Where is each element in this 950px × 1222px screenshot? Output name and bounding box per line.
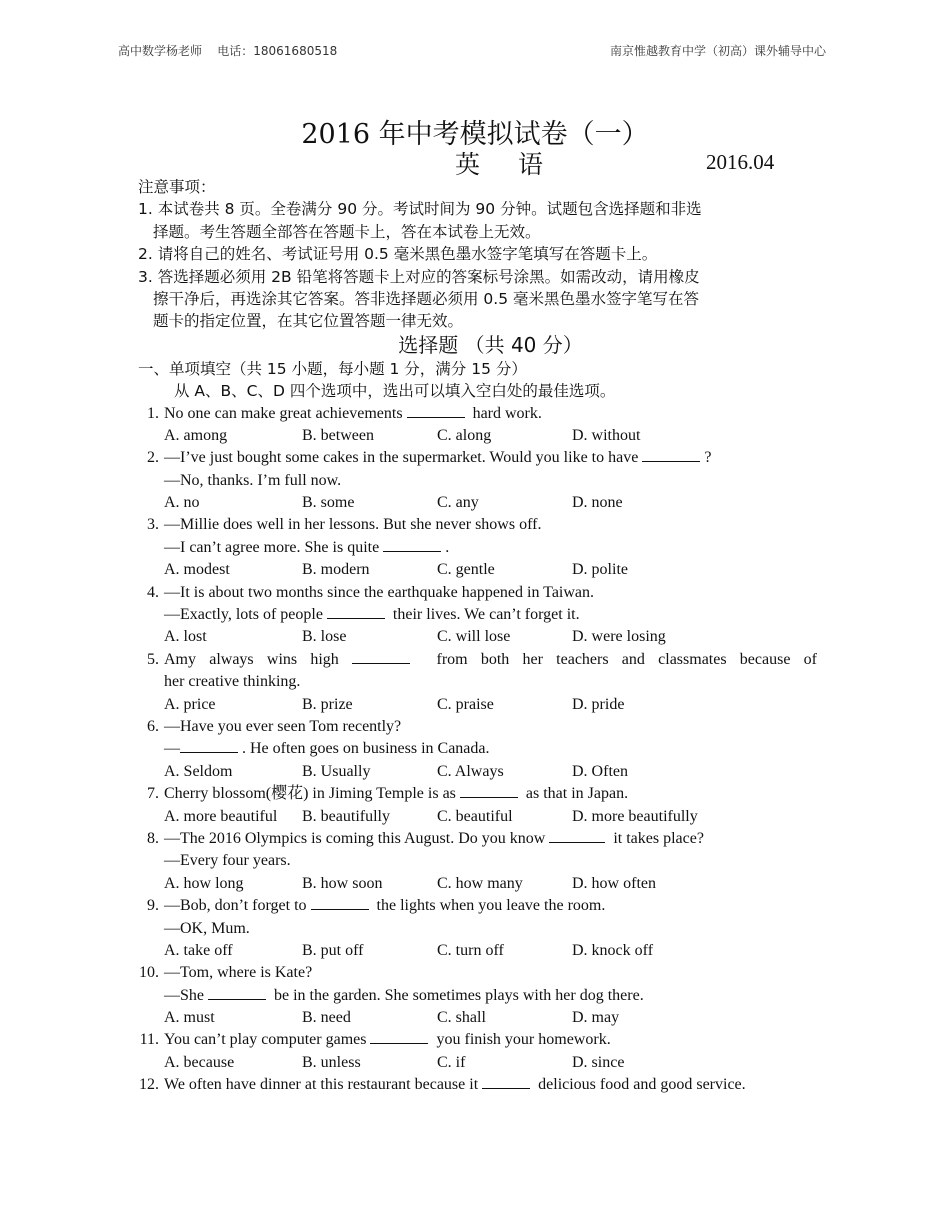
notice-line: 择题。考生答题全部答在答题卡上，答在本试卷上无效。	[153, 222, 541, 241]
question-text-segment: —	[164, 740, 180, 758]
question-line	[138, 738, 823, 760]
answer-option: A. more beautiful	[164, 807, 278, 825]
question-line	[138, 1074, 823, 1096]
question-text-segment: You can’t play computer games	[164, 1031, 371, 1049]
question-text	[164, 738, 490, 760]
question-text-segment: her creative thinking.	[164, 673, 301, 691]
question-line	[138, 514, 823, 536]
options-row	[138, 425, 823, 447]
answer-option: C. gentle	[437, 561, 495, 579]
header-teacher-contact: 高中数学杨老师 电话：18061680518	[118, 44, 338, 58]
answer-option: B. how soon	[302, 874, 383, 892]
question-line	[138, 671, 823, 693]
question-text	[164, 447, 711, 469]
question-text-segment: —I can’t agree more. She is quite	[164, 538, 384, 556]
section-title: 选择题 （共 40 分）	[398, 332, 583, 357]
answer-blank	[482, 1074, 530, 1089]
question-text	[164, 1029, 611, 1051]
question-text-segment: Cherry blossom(樱花) in Jiming Temple is as	[164, 785, 460, 803]
question-text-segment: —Bob, don’t forget to	[164, 897, 311, 915]
question-number: 8.	[147, 829, 159, 847]
answer-blank	[327, 604, 385, 619]
question-line	[138, 985, 823, 1007]
question-text-segment: —I’ve just bought some cakes in the supermarket. Would you like to have	[164, 449, 643, 467]
question-line	[138, 828, 823, 850]
question-line	[138, 962, 823, 984]
answer-option: A. price	[164, 695, 216, 713]
answer-option: C. beautiful	[437, 807, 513, 825]
notice-line: 1. 本试卷共 8 页。全卷满分 90 分。考试时间为 90 分钟。试题包含选择题和非选	[138, 200, 702, 219]
question-number: 2.	[147, 449, 159, 467]
answer-option: D. may	[572, 1009, 620, 1027]
notice-line: 擦干净后，再选涂其它答案。答非选择题必须用 0.5 毫米黑色墨水签字笔写在答	[153, 289, 700, 308]
question-text-segment: —OK, Mum.	[164, 919, 250, 937]
exam-title: 2016 年中考模拟试卷（一）	[301, 119, 649, 150]
question-text-segment: —It is about two months since the earthquake happened in Taiwan.	[164, 583, 595, 601]
question-text	[164, 895, 605, 917]
answer-blank	[180, 738, 238, 753]
answer-option: D. were losing	[572, 628, 666, 646]
options-row	[138, 940, 823, 962]
answer-option: D. since	[572, 1053, 625, 1071]
answer-option: B. beautifully	[302, 807, 390, 825]
exam-subject: 英语	[455, 150, 582, 179]
exam-body	[138, 176, 823, 1097]
answer-option: D. how often	[572, 874, 656, 892]
options-row	[138, 626, 823, 648]
question-line	[138, 895, 823, 917]
options-row	[138, 761, 823, 783]
answer-blank	[311, 895, 369, 910]
question-text-segment: the lights when you leave the room.	[372, 897, 606, 915]
question-line	[138, 403, 823, 425]
answer-option: B. Usually	[302, 762, 371, 780]
part-heading: 一、单项填空（共 15 小题，每小题 1 分，满分 15 分）	[138, 359, 527, 378]
question-line	[138, 604, 823, 626]
options-row	[138, 694, 823, 716]
question-text-segment: No one can make great achievements	[164, 404, 407, 422]
answer-option: C. praise	[437, 695, 494, 713]
question-list	[138, 403, 823, 1097]
answer-option: B. unless	[302, 1053, 361, 1071]
question-number: 10.	[139, 964, 159, 982]
answer-blank	[370, 1029, 428, 1044]
question-text-segment: their lives. We can’t forget it.	[388, 606, 580, 624]
question-line	[138, 850, 823, 872]
answer-option: B. some	[302, 494, 355, 512]
answer-option: C. if	[437, 1053, 466, 1071]
question-text	[164, 783, 628, 805]
question-line	[138, 783, 823, 805]
answer-option: D. more beautifully	[572, 807, 698, 825]
answer-option: A. modest	[164, 561, 230, 579]
question-text-segment: you finish your homework.	[432, 1031, 611, 1049]
question-number: 5.	[147, 650, 159, 668]
question-text	[164, 582, 594, 604]
question-text	[164, 985, 644, 1007]
question-line	[138, 470, 823, 492]
question-text-segment: —No, thanks. I’m full now.	[164, 471, 342, 489]
question-text	[164, 828, 704, 850]
answer-blank	[549, 828, 605, 843]
question-text-segment: —Every four years.	[164, 852, 291, 870]
answer-option: D. pride	[572, 695, 625, 713]
question-line	[138, 537, 823, 559]
answer-option: A. among	[164, 426, 228, 444]
question-text	[164, 470, 341, 492]
answer-option: A. lost	[164, 628, 207, 646]
answer-blank	[383, 537, 441, 552]
question-text	[164, 403, 542, 425]
question-text	[164, 716, 401, 738]
header-institution: 南京惟越教育中学（初高）课外辅导中心	[610, 44, 827, 58]
question-text-segment: be in the garden. She sometimes plays with her dog there.	[270, 986, 644, 1004]
answer-option: D. polite	[572, 561, 628, 579]
question-text	[164, 604, 580, 626]
answer-option: C. along	[437, 426, 492, 444]
question-text-segment: .	[445, 538, 450, 556]
question-text-segment: delicious food and good service.	[534, 1076, 746, 1094]
question-text	[164, 514, 541, 536]
options-row	[138, 492, 823, 514]
answer-option: C. how many	[437, 874, 523, 892]
question-text	[164, 537, 449, 559]
question-line	[138, 1029, 823, 1051]
answer-option: C. Always	[437, 762, 504, 780]
question-number: 4.	[147, 583, 159, 601]
question-number: 6.	[147, 717, 159, 735]
answer-blank	[208, 985, 266, 1000]
question-number: 1.	[147, 404, 159, 422]
options-row	[138, 873, 823, 895]
question-text	[164, 649, 817, 671]
answer-option: A. how long	[164, 874, 244, 892]
question-text-segment: as that in Japan.	[521, 785, 629, 803]
question-number: 9.	[147, 897, 159, 915]
answer-option: A. take off	[164, 941, 233, 959]
answer-blank	[352, 649, 410, 664]
answer-option: B. prize	[302, 695, 353, 713]
answer-option: D. without	[572, 426, 641, 444]
answer-option: B. need	[302, 1009, 351, 1027]
answer-blank	[460, 783, 518, 798]
question-line	[138, 582, 823, 604]
options-row	[138, 559, 823, 581]
question-number: 7.	[147, 785, 159, 803]
answer-option: B. modern	[302, 561, 370, 579]
options-row	[138, 806, 823, 828]
notice-line: 3. 答选择题必须用 2B 铅笔将答题卡上对应的答案标号涂黑。如需改动，请用橡皮	[138, 267, 700, 286]
question-text-segment: —Have you ever seen Tom recently?	[164, 717, 402, 735]
answer-option: C. will lose	[437, 628, 511, 646]
question-line	[138, 918, 823, 940]
notice-line: 题卡的指定位置，在其它位置答题一律无效。	[153, 312, 464, 331]
answer-option: B. lose	[302, 628, 347, 646]
question-text-segment: —Exactly, lots of people	[164, 606, 327, 624]
answer-option: B. put off	[302, 941, 364, 959]
question-text-segment: —Millie does well in her lessons. But she never shows off.	[164, 516, 542, 534]
answer-option: B. between	[302, 426, 374, 444]
part-instruction: 从 A、B、C、D 四个选项中，选出可以填入空白处的最佳选项。	[174, 382, 616, 401]
question-text	[164, 918, 250, 940]
question-text-segment: it takes place?	[609, 829, 704, 847]
question-number: 12.	[139, 1076, 159, 1094]
question-text-segment: from both her teachers and classmates because of	[423, 650, 817, 668]
exam-date: 2016.04	[706, 150, 775, 174]
question-text-segment: ?	[704, 449, 712, 467]
answer-option: D. none	[572, 494, 623, 512]
question-text-segment: . He often goes on business in Canada.	[242, 740, 490, 758]
question-text	[164, 850, 291, 872]
answer-option: A. no	[164, 494, 200, 512]
answer-option: C. turn off	[437, 941, 504, 959]
question-text	[164, 1074, 746, 1096]
question-number: 11.	[139, 1031, 159, 1049]
answer-option: A. because	[164, 1053, 235, 1071]
question-number: 3.	[147, 516, 159, 534]
options-row	[138, 1007, 823, 1029]
question-text-segment: —Tom, where is Kate?	[164, 964, 313, 982]
question-text-segment: We often have dinner at this restaurant because it	[164, 1076, 483, 1094]
answer-option: C. any	[437, 494, 479, 512]
question-text-segment: —She	[164, 986, 208, 1004]
answer-option: A. must	[164, 1009, 215, 1027]
answer-option: A. Seldom	[164, 762, 233, 780]
question-text	[164, 962, 312, 984]
question-text	[164, 671, 300, 693]
options-row	[138, 1052, 823, 1074]
question-text-segment: Amy always wins high	[164, 650, 353, 668]
question-line	[138, 716, 823, 738]
answer-option: D. knock off	[572, 941, 654, 959]
question-line	[138, 649, 823, 671]
notice-line: 2. 请将自己的姓名、考试证号用 0.5 毫米黑色墨水签字笔填写在答题卡上。	[138, 245, 658, 264]
answer-option: D. Often	[572, 762, 628, 780]
answer-blank	[642, 447, 700, 462]
question-line	[138, 447, 823, 469]
question-text-segment: hard work.	[468, 404, 542, 422]
notice-heading: 注意事项：	[138, 178, 216, 196]
question-text-segment: —The 2016 Olympics is coming this August. Do you know	[164, 829, 550, 847]
answer-option: C. shall	[437, 1009, 486, 1027]
answer-blank	[407, 403, 465, 418]
